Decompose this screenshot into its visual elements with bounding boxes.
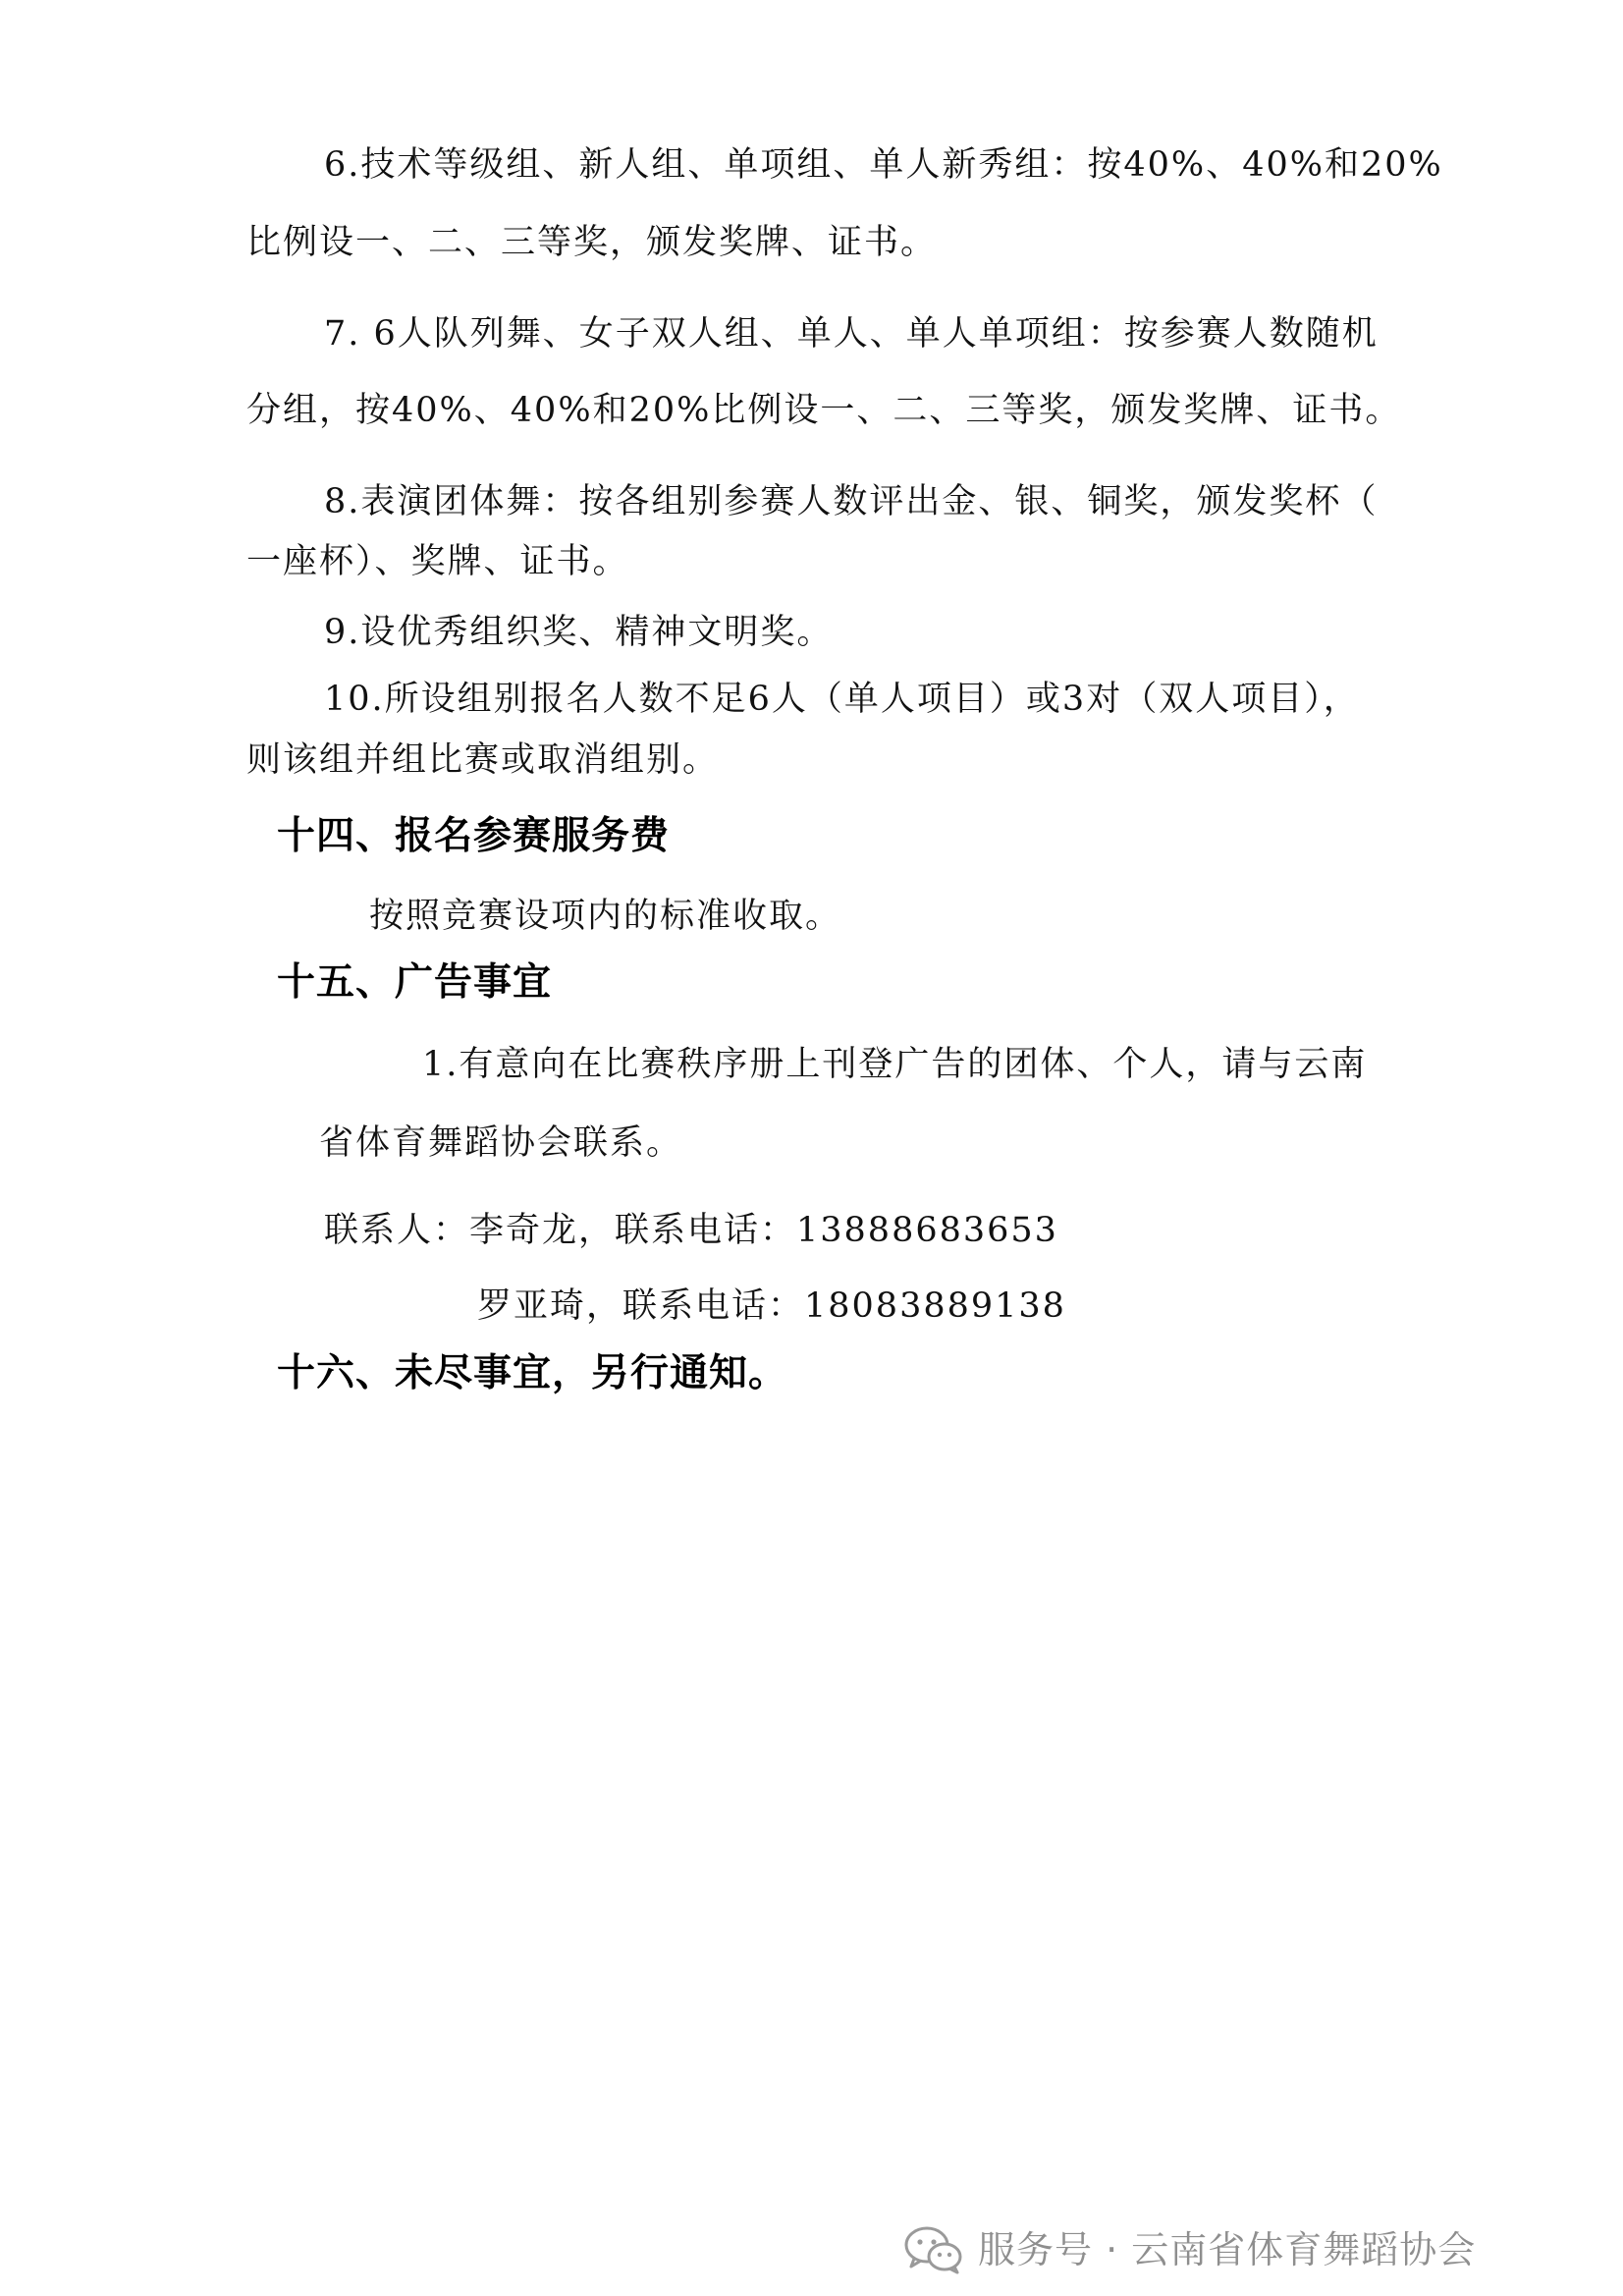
item-7-line-2: 分组，按40%、40%和20%比例设一、二、三等奖，颁发奖牌、证书。: [246, 391, 1402, 430]
item-9-line-1: 9.设优秀组织奖、精神文明奖。: [324, 613, 834, 652]
section-15-item-1-line-1: 1.有意向在比赛秩序册上刊登广告的团体、个人，请与云南: [422, 1045, 1368, 1084]
item-7-line-1: 7. 6人队列舞、女子双人组、单人、单人单项组：按参赛人数随机: [324, 314, 1379, 354]
wechat-icon: [903, 2225, 964, 2274]
watermark: [903, 2225, 1476, 2274]
item-10-line-2: 则该组并组比赛或取消组别。: [246, 740, 720, 780]
contact-line-2: 罗亚琦，联系电话：18083889138: [477, 1286, 1066, 1326]
section-15-heading: 十五、广告事宜: [277, 960, 553, 1005]
item-8-line-2: 一座杯）、奖牌、证书。: [246, 542, 629, 581]
item-8-line-1: 8.表演团体舞：按各组别参赛人数评出金、银、铜奖，颁发奖杯（: [324, 482, 1379, 521]
section-16-heading: 十六、未尽事宜，另行通知。: [277, 1351, 788, 1395]
contact-line-1: 联系人：李奇龙，联系电话：13888683653: [324, 1211, 1058, 1250]
item-10-line-1: 10.所设组别报名人数不足6人（单人项目）或3对（双人项目），: [324, 680, 1360, 719]
section-14-heading: 十四、报名参赛服务费: [277, 814, 671, 858]
section-15-item-1-line-2: 省体育舞蹈协会联系。: [319, 1123, 683, 1163]
section-14-body: 按照竞赛设项内的标准收取。: [369, 897, 842, 936]
watermark-text: 服务号 · 云南省体育舞蹈协会: [978, 2228, 1477, 2271]
item-6-line-1: 6.技术等级组、新人组、单项组、单人新秀组：按40%、40%和20%: [324, 145, 1443, 185]
item-6-line-2: 比例设一、二、三等奖，颁发奖牌、证书。: [246, 223, 938, 262]
